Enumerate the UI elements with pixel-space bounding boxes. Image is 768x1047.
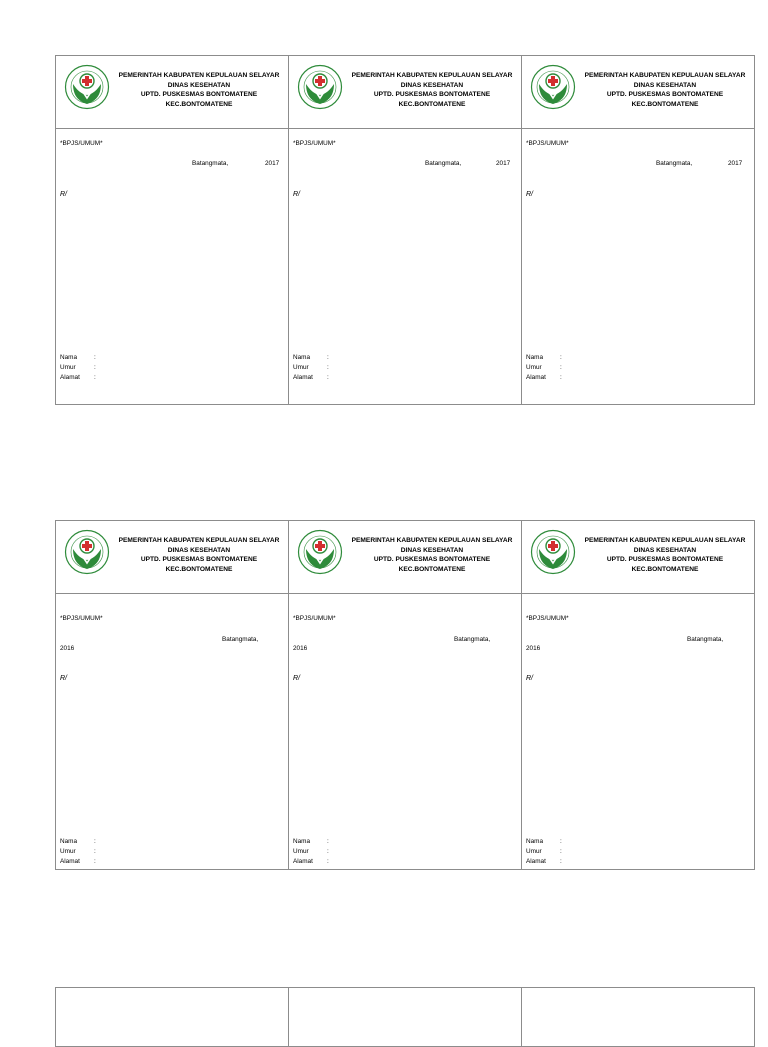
- header-text: [114, 71, 284, 109]
- bakti-husada-logo-icon: [297, 64, 343, 110]
- header-government: PEMERINTAH KABUPATEN KEPULAUAN SELAYAR: [351, 72, 513, 79]
- prescription-card: [56, 56, 289, 404]
- year-label: 2016: [526, 645, 541, 652]
- header-agency: DINAS KESEHATAN: [400, 546, 464, 554]
- category-label: *BPJS/UMUM*: [293, 140, 336, 147]
- age-colon: :: [560, 848, 562, 855]
- address-field: [60, 373, 96, 383]
- name-colon: :: [94, 838, 96, 845]
- header-agency: DINAS KESEHATAN: [633, 81, 697, 89]
- header-government: PEMERINTAH KABUPATEN KEPULAUAN SELAYAR: [584, 72, 746, 79]
- place-label: Batangmata,: [222, 636, 259, 643]
- year-label: 2017: [265, 160, 280, 167]
- prescription-card: [289, 988, 522, 1046]
- address-field: [60, 857, 96, 867]
- card-header: [522, 521, 754, 594]
- address-label: Alamat: [60, 858, 80, 865]
- place-label: Batangmata,: [656, 160, 693, 167]
- bakti-husada-logo-icon: [530, 529, 576, 575]
- year-label: 2017: [728, 160, 743, 167]
- header-clinic: UPTD. PUSKESMAS BONTOMATENE: [373, 91, 491, 99]
- age-field: [526, 363, 562, 373]
- address-field: [293, 373, 329, 383]
- address-colon: :: [94, 858, 96, 865]
- rx-symbol: R/: [293, 675, 300, 682]
- address-colon: :: [94, 374, 96, 381]
- age-label: Umur: [60, 364, 76, 371]
- name-field: [293, 353, 329, 363]
- age-label: Umur: [526, 364, 542, 371]
- prescription-card: [522, 56, 754, 404]
- rx-symbol: R/: [293, 191, 300, 198]
- name-field: [293, 837, 329, 847]
- year-label: 2016: [293, 645, 308, 652]
- age-field: [526, 847, 562, 857]
- header-agency: DINAS KESEHATAN: [167, 546, 231, 554]
- age-field: [60, 363, 96, 373]
- name-field: [60, 353, 96, 363]
- rx-symbol: R/: [526, 675, 533, 682]
- header-district: KEC.BONTOMATENE: [398, 100, 466, 108]
- address-label: Alamat: [526, 858, 546, 865]
- header-district: KEC.BONTOMATENE: [631, 100, 699, 108]
- name-label: Nama: [293, 354, 311, 361]
- card-header: [56, 521, 288, 594]
- prescription-sheet-row-3: [55, 987, 755, 1047]
- address-colon: :: [327, 858, 329, 865]
- age-colon: :: [327, 364, 329, 371]
- age-label: Umur: [293, 848, 309, 855]
- category-label: *BPJS/UMUM*: [60, 615, 103, 622]
- header-text: [114, 536, 284, 574]
- header-clinic: UPTD. PUSKESMAS BONTOMATENE: [140, 556, 258, 564]
- header-district: KEC.BONTOMATENE: [398, 565, 466, 573]
- age-label: Umur: [60, 848, 76, 855]
- bakti-husada-logo-icon: [530, 64, 576, 110]
- prescription-card: [56, 988, 289, 1046]
- age-colon: :: [94, 848, 96, 855]
- rx-symbol: R/: [526, 191, 533, 198]
- address-colon: :: [560, 374, 562, 381]
- header-text: [347, 536, 517, 574]
- name-field: [60, 837, 96, 847]
- name-colon: :: [560, 838, 562, 845]
- card-header: [522, 56, 754, 129]
- prescription-card: [289, 56, 522, 404]
- age-colon: :: [94, 364, 96, 371]
- header-district: KEC.BONTOMATENE: [165, 565, 233, 573]
- header-government: PEMERINTAH KABUPATEN KEPULAUAN SELAYAR: [118, 72, 280, 79]
- bakti-husada-logo-icon: [297, 529, 343, 575]
- rx-symbol: R/: [60, 191, 67, 198]
- age-field: [293, 847, 329, 857]
- header-government: PEMERINTAH KABUPATEN KEPULAUAN SELAYAR: [118, 537, 280, 544]
- name-colon: :: [327, 838, 329, 845]
- category-label: *BPJS/UMUM*: [526, 615, 569, 622]
- category-label: *BPJS/UMUM*: [293, 615, 336, 622]
- category-label: *BPJS/UMUM*: [526, 140, 569, 147]
- header-clinic: UPTD. PUSKESMAS BONTOMATENE: [606, 556, 724, 564]
- age-field: [60, 847, 96, 857]
- address-label: Alamat: [526, 374, 546, 381]
- prescription-card: [289, 521, 522, 869]
- header-agency: DINAS KESEHATAN: [633, 546, 697, 554]
- age-colon: :: [560, 364, 562, 371]
- place-label: Batangmata,: [192, 160, 229, 167]
- year-label: 2017: [496, 160, 511, 167]
- header-district: KEC.BONTOMATENE: [165, 100, 233, 108]
- name-label: Nama: [293, 838, 311, 845]
- card-header: [289, 56, 521, 129]
- address-colon: :: [560, 858, 562, 865]
- header-clinic: UPTD. PUSKESMAS BONTOMATENE: [140, 91, 258, 99]
- header-text: [580, 536, 750, 574]
- name-label: Nama: [526, 838, 544, 845]
- name-field: [526, 353, 562, 363]
- prescription-card: [522, 521, 754, 869]
- name-label: Nama: [60, 354, 78, 361]
- header-government: PEMERINTAH KABUPATEN KEPULAUAN SELAYAR: [351, 537, 513, 544]
- prescription-sheet-row-2: [55, 520, 755, 870]
- header-government: PEMERINTAH KABUPATEN KEPULAUAN SELAYAR: [584, 537, 746, 544]
- year-label: 2016: [60, 645, 75, 652]
- card-header: [56, 56, 288, 129]
- name-colon: :: [94, 354, 96, 361]
- header-clinic: UPTD. PUSKESMAS BONTOMATENE: [373, 556, 491, 564]
- bakti-husada-logo-icon: [64, 64, 110, 110]
- place-label: Batangmata,: [454, 636, 491, 643]
- category-label: *BPJS/UMUM*: [60, 140, 103, 147]
- prescription-sheet-row-1: [55, 55, 755, 405]
- name-field: [526, 837, 562, 847]
- address-label: Alamat: [293, 858, 313, 865]
- header-text: [580, 71, 750, 109]
- name-label: Nama: [526, 354, 544, 361]
- header-district: KEC.BONTOMATENE: [631, 565, 699, 573]
- age-label: Umur: [293, 364, 309, 371]
- address-colon: :: [327, 374, 329, 381]
- age-label: Umur: [526, 848, 542, 855]
- header-agency: DINAS KESEHATAN: [400, 81, 464, 89]
- address-label: Alamat: [293, 374, 313, 381]
- address-label: Alamat: [60, 374, 80, 381]
- place-label: Batangmata,: [425, 160, 462, 167]
- name-label: Nama: [60, 838, 78, 845]
- address-field: [526, 373, 562, 383]
- name-colon: :: [560, 354, 562, 361]
- header-clinic: UPTD. PUSKESMAS BONTOMATENE: [606, 91, 724, 99]
- rx-symbol: R/: [60, 675, 67, 682]
- address-field: [293, 857, 329, 867]
- name-colon: :: [327, 354, 329, 361]
- address-field: [526, 857, 562, 867]
- age-colon: :: [327, 848, 329, 855]
- header-agency: DINAS KESEHATAN: [167, 81, 231, 89]
- place-label: Batangmata,: [687, 636, 724, 643]
- bakti-husada-logo-icon: [64, 529, 110, 575]
- prescription-card: [522, 988, 754, 1046]
- age-field: [293, 363, 329, 373]
- header-text: [347, 71, 517, 109]
- prescription-card: [56, 521, 289, 869]
- card-header: [289, 521, 521, 594]
